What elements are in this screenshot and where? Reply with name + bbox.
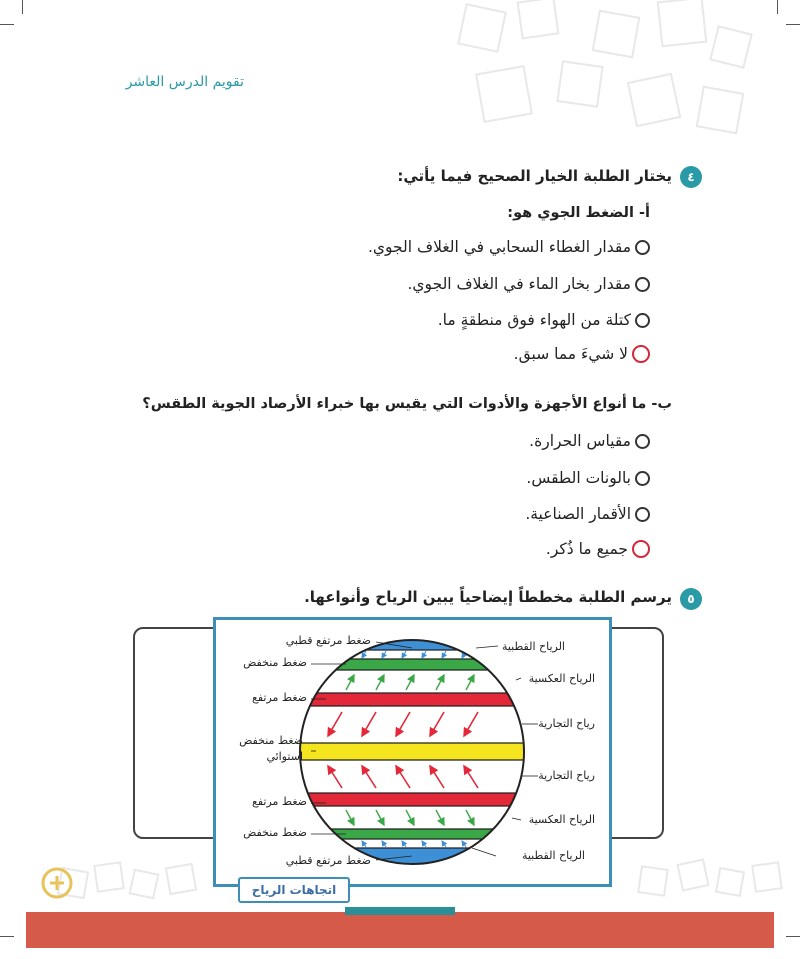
crop-mark <box>786 24 800 25</box>
part-a-prompt: أ- الضغط الجوي هو: <box>507 205 650 221</box>
radio-circle-icon[interactable] <box>635 471 650 486</box>
question-5-prompt: يرسم الطلبة مخططاً إيضاحياً يبين الرياح وأنواعها. <box>304 588 672 606</box>
option-label: لا شيءَ مما سبق. <box>513 345 628 363</box>
question-4-number: ٤ <box>680 166 702 188</box>
crop-mark <box>0 24 14 25</box>
label-high-north: ضغط مرتفع <box>251 691 307 704</box>
label-equatorial-low-2: استوائي <box>266 750 303 763</box>
label-high-south: ضغط مرتفع <box>251 795 307 808</box>
publisher-logo-icon <box>40 866 74 900</box>
label-low-south: ضغط منخفض <box>243 826 307 839</box>
option-label: بالونات الطقس. <box>526 469 631 487</box>
label-polar-winds-south: الرياح القطبية <box>521 849 585 862</box>
option-label: مقدار الغطاء السحابي في الغلاف الجوي. <box>367 238 631 256</box>
option-label: مقدار بخار الماء في الغلاف الجوي. <box>407 275 631 293</box>
part-a-option-4[interactable] <box>514 345 650 363</box>
part-b-option-4[interactable] <box>546 540 650 558</box>
label-polar-high-north: ضغط مرتفع قطبي <box>285 634 371 647</box>
part-b-option-3[interactable] <box>525 505 650 523</box>
radio-circle-icon[interactable] <box>635 313 650 328</box>
question-4-prompt: يختار الطلبة الخيار الصحيح فيما يأتي: <box>397 167 672 185</box>
wind-diagram-box <box>213 617 612 887</box>
label-westerlies-north: الرياح العكسية <box>528 672 595 685</box>
part-a-option-1[interactable] <box>368 238 650 256</box>
radio-circle-icon[interactable] <box>635 240 650 255</box>
radio-selected-circle-icon[interactable] <box>632 345 650 363</box>
footer-tab <box>345 907 455 915</box>
equatorial-band <box>296 743 528 760</box>
part-a-option-3[interactable] <box>438 311 650 329</box>
option-label: مقياس الحرارة. <box>529 432 631 450</box>
high-band-north <box>296 693 528 706</box>
radio-circle-icon[interactable] <box>635 507 650 522</box>
label-equatorial-low-1: ضغط منخفض <box>239 734 303 747</box>
label-trade-winds-north: رياح التجارية <box>538 717 595 730</box>
part-b-option-1[interactable] <box>529 432 650 450</box>
part-b-option-2[interactable] <box>526 469 650 487</box>
footer-bar <box>26 912 774 948</box>
option-label: جميع ما ذُكر. <box>545 540 628 558</box>
high-band-south <box>296 793 528 806</box>
radio-selected-circle-icon[interactable] <box>632 540 650 558</box>
label-westerlies-south: الرياح العكسية <box>528 813 595 826</box>
question-5-number: ٥ <box>680 588 702 610</box>
option-label: كتلة من الهواء فوق منطقةٍ ما. <box>437 311 631 329</box>
diagram-caption: اتجاهات الرياح <box>238 877 350 903</box>
label-trade-winds-south: رياح التجارية <box>538 769 595 782</box>
crop-mark <box>0 936 14 937</box>
lesson-title: تقويم الدرس العاشر <box>125 74 244 90</box>
radio-circle-icon[interactable] <box>635 277 650 292</box>
label-polar-high-south: ضغط مرتفع قطبي <box>285 854 371 867</box>
crop-mark <box>777 0 778 14</box>
crop-mark <box>22 0 23 14</box>
crop-mark <box>786 936 800 937</box>
radio-circle-icon[interactable] <box>635 434 650 449</box>
low-band-north <box>296 659 528 670</box>
option-label: الأقمار الصناعية. <box>525 505 631 523</box>
label-polar-winds-north: الرياح القطبية <box>501 640 565 653</box>
part-b-prompt: ب- ما أنواع الأجهزة والأدوات التي يقيس بها خبراء الأرصاد الجوية الطقس؟ <box>142 396 672 412</box>
label-low-north: ضغط منخفض <box>243 656 307 669</box>
part-a-option-2[interactable] <box>408 275 651 293</box>
